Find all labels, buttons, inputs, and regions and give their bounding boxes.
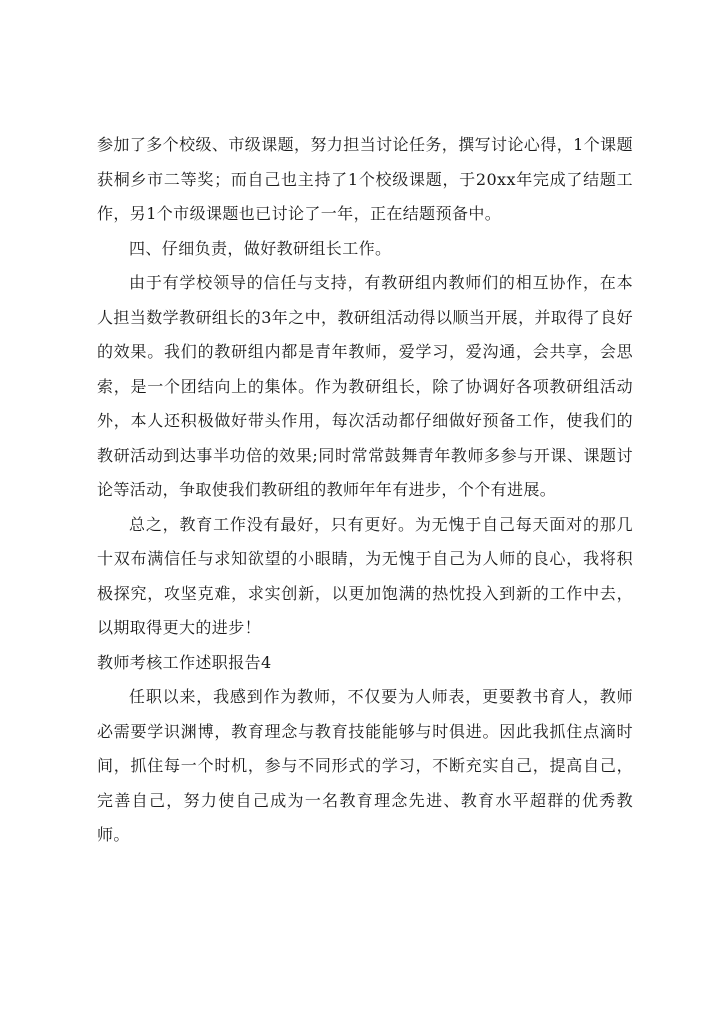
paragraph-research-projects: 参加了多个校级、市级课题，努力担当讨论任务，撰写讨论心得，1个课题获桐乡市二等奖；而自己也主持了1个校级课题，于20xx年完成了结题工作，另1个市级课题也已讨论了一年，正在结题预备中。 xyxy=(97,135,633,223)
paragraph-research-group-work: 由于有学校领导的信任与支持，有教研组内教师们的相互协作，在本人担当数学教研组长的3年之中，教研组活动得以顺当开展，并取得了良好的效果。我们的教研组内都是青年教师，爱学习，爱沟通，会共享，会思索，是一个团结向上的集体。作为教研组长，除了协调好各项教研组活动外，本人还积极做好带头作用，每次活动都仔细做好预备工作，使我们的教研活动到达事半功倍的效果;同时常常鼓舞青年教师多参与开课、课题讨论等活动，争取使我们教研组的教师年年有进步，个个有进展。 xyxy=(97,273,633,499)
report-title: 教师考核工作述职报告4 xyxy=(97,652,272,672)
section-heading-research-group-leader: 四、仔细负责，做好教研组长工作。 xyxy=(129,238,392,258)
paragraph-conclusion: 总之，教育工作没有最好，只有更好。为无愧于自己每天面对的那几十双布满信任与求知欲望的小眼睛，为无愧于自己为人师的良心，我将积极探究，攻坚克难，求实创新，以更加饱满的热忱投入到新的工作中去，以期取得更大的进步！ xyxy=(97,514,633,637)
paragraph-report-intro: 任职以来，我感到作为教师，不仅要为人师表，更要教书育人，教师必需要学识渊博，教育理念与教育技能能够与时俱进。因此我抓住点滴时间，抓住每一个时机，参与不同形式的学习，不断充实自己，提高自己，完善自己，努力使自己成为一名教育理念先进、教育水平超群的优秀教师。 xyxy=(97,687,633,844)
document-body xyxy=(97,128,633,853)
